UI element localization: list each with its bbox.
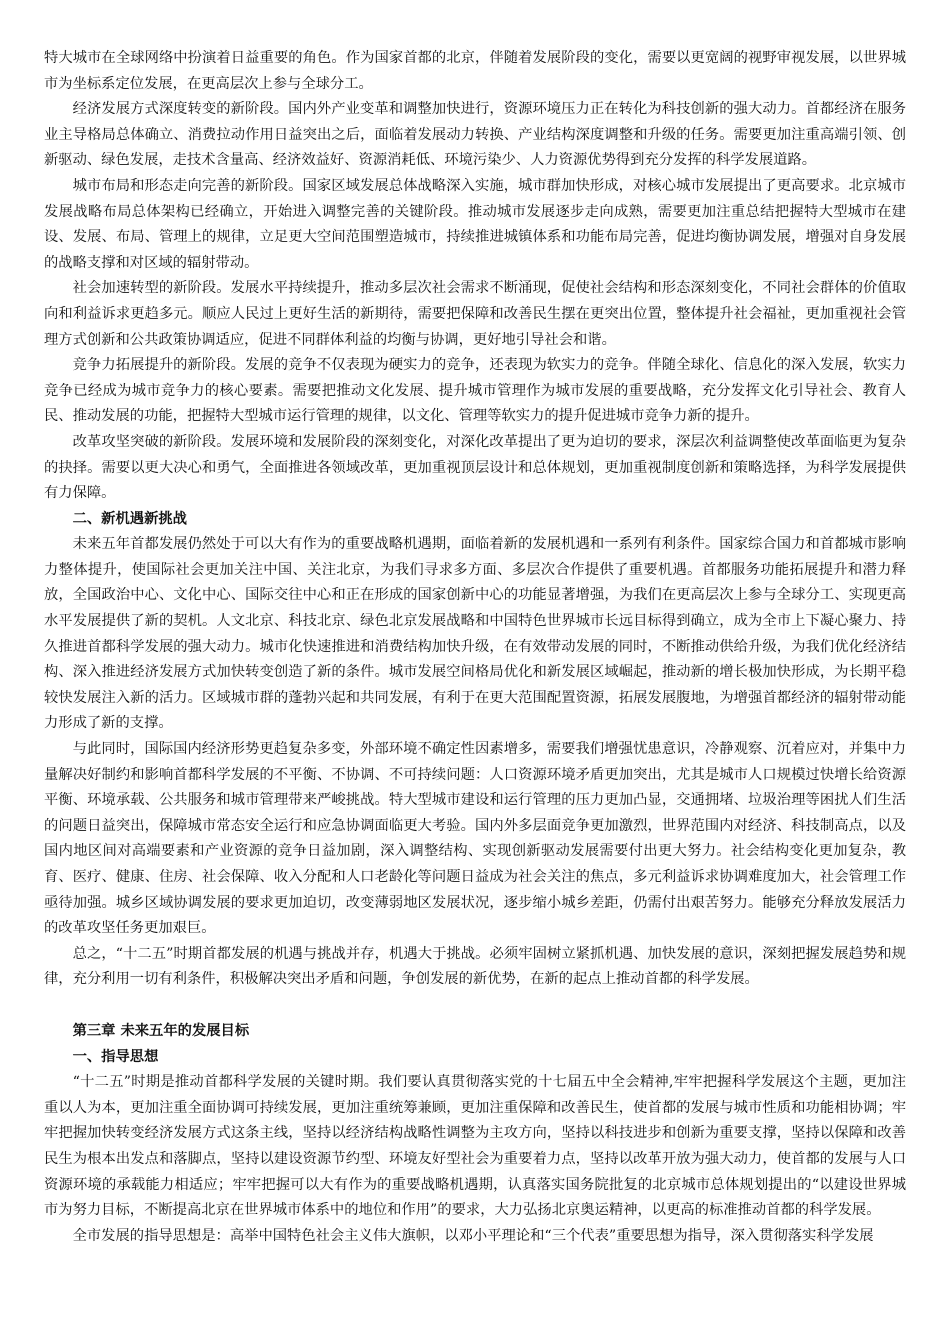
- document-page: [44, 46, 906, 1249]
- paragraph-challenges: 与此同时，国际国内经济形势更趋复杂多变，外部环境不确定性因素增多，需要我们增强忧患意识，冷静观察、沉着应对，并集中力量解决好制约和影响首都科学发展的不平衡、不协调、不可持续问题：人口资源环境矛盾更加突出，尤其是城市人口规模过快增长给资源平衡、环境承载、公共服务和城市管理带来严峻挑战。特大型城市建设和运行管理的压力更加凸显，交通拥堵、垃圾治理等困扰人们生活的问题日益突出，保障城市常态安全运行和应急协调面临更大考验。国内外多层面竞争更加激烈，世界范围内对经济、科技制高点，以及国内地区间对高端要素和产业资源的竞争日益加剧，深入调整结构、实现创新驱动发展需要付出更大努力。社会结构变化更加复杂，教育、医疗、健康、住房、社会保障、收入分配和人口老龄化等问题日益成为社会关注的焦点，多元利益诉求协调难度加大，社会管理工作亟待加强。城乡区域协调发展的要求更加迫切，改变薄弱地区发展状况，逐步缩小城乡差距，仍需付出艰苦努力。能够充分释放发展活力的改革攻坚任务更加艰巨。: [44, 741, 906, 937]
- paragraph-key-period: “十二五”时期是推动首都科学发展的关键时期。我们要认真贯彻落实党的十七届五中全会精神,牢牢把握科学发展这个主题，更加注重以人为本，更加注重全面协调可持续发展，更加注重统筹兼顾，更加注重保障和改善民生，使首都的发展与城市性质和功能相协调；牢牢把握加快转变经济发展方式这条主线，坚持以经济结构战略性调整为主攻方向，坚持以科技进步和创新为重要支撑，坚持以保障和改善民生为根本出发点和落脚点，坚持以建设资源节约型、环境友好型社会为重要着力点，坚持以改革开放为强大动力，使首都的发展与人口资源环境的承载能力相适应；牢牢把握可以大有作为的重要战略机遇期，认真落实国务院批复的北京城市总体规划提出的“以建设世界城市为努力目标，不断提高北京在世界城市体系中的地位和作用”的要求，大力弘扬北京奥运精神，以更高的标准推动首都的科学发展。: [44, 1074, 906, 1219]
- paragraph-summary: 总之，“十二五”时期首都发展的机遇与挑战并存，机遇大于挑战。必须牢固树立紧抓机遇、加快发展的意识，深刻把握发展趋势和规律，充分利用一切有利条件，积极解决突出矛盾和问题，争创发展的新优势，在新的起点上推动首都的科学发展。: [44, 945, 906, 988]
- paragraph-opportunities: 未来五年首都发展仍然处于可以大有作为的重要战略机遇期，面临着新的发展机遇和一系列有利条件。国家综合国力和首都城市影响力整体提升，使国际社会更加关注中国、关注北京，为我们寻求多方面、多层次合作提供了重要机遇。首都服务功能拓展提升和潜力释放，全国政治中心、文化中心、国际交往中心和正在形成的国家创新中心的功能显著增强，为我们在更高层次上参与全球分工、实现更高水平发展提供了新的契机。人文北京、科技北京、绿色北京发展战略和中国特色世界城市长远目标得到确立，成为全市上下凝心聚力、持久推进首都科学发展的强大动力。城市化快速推进和消费结构加快升级，在有效带动发展的同时，不断推动供给升级，为我们优化经济结构、深入推进经济发展方式加快转变创造了新的条件。城市发展空间格局优化和新发展区域崛起，推动新的增长极加快形成，为长期平稳较快发展注入新的活力。区域城市群的蓬勃兴起和共同发展，有利于在更大范围配置资源，拓展发展腹地，为增强首都经济的辐射带动能力形成了新的支撑。: [44, 536, 906, 732]
- paragraph-competitiveness: 竞争力拓展提升的新阶段。发展的竞争不仅表现为硬实力的竞争，还表现为软实力的竞争。伴随全球化、信息化的深入发展，软实力竞争已经成为城市竞争力的核心要素。需要把推动文化发展、提升城市管理作为城市发展的重要战略，充分发挥文化引导社会、教育人民、推动发展的功能，把握特大型城市运行管理的规律，以文化、管理等软实力的提升促进城市竞争力新的提升。: [44, 357, 906, 425]
- paragraph-urban-layout: 城市布局和形态走向完善的新阶段。国家区域发展总体战略深入实施，城市群加快形成，对核心城市发展提出了更高要求。北京城市发展战略布局总体架构已经确立，开始进入调整完善的关键阶段。推动城市发展逐步走向成熟，需要更加注重总结把握特大型城市在建设、发展、布局、管理上的规律，立足更大空间范围塑造城市，持续推进城镇体系和功能布局完善，促进均衡协调发展，增强对自身发展的战略支撑和对区域的辐射带动。: [44, 177, 906, 271]
- paragraph-economic-transformation: 经济发展方式深度转变的新阶段。国内外产业变革和调整加快进行，资源环境压力正在转化为科技创新的强大动力。首都经济在服务业主导格局总体确立、消费拉动作用日益突出之后，面临着发展动力转换、产业结构深度调整和升级的任务。需要更加注重高端引领、创新驱动、绿色发展，走技术含量高、经济效益好、资源消耗低、环境污染少、人力资源优势得到充分发挥的科学发展道路。: [44, 101, 906, 169]
- paragraph-world-city-role: 特大城市在全球网络中扮演着日益重要的角色。作为国家首都的北京，伴随着发展阶段的变化，需要以更宽阔的视野审视发展，以世界城市为坐标系定位发展，在更高层次上参与全球分工。: [44, 50, 906, 92]
- section-heading-opportunities-challenges: 二、新机遇新挑战: [72, 510, 187, 527]
- paragraph-social-transition: 社会加速转型的新阶段。发展水平持续提升，推动多层次社会需求不断涌现，促使社会结构和形态深刻变化，不同社会群体的价值取向和利益诉求更趋多元。顺应人民过上更好生活的新期待，需要把保障和改善民生摆在更突出位置，整体提升社会福祉，更加重视社会管理方式创新和公共政策协调适应，促进不同群体利益的均衡与协调，更好地引导社会和谐。: [44, 280, 906, 348]
- paragraph-reform: 改革攻坚突破的新阶段。发展环境和发展阶段的深刻变化，对深化改革提出了更为迫切的要求，深层次利益调整使改革面临更为复杂的抉择。需要以更大决心和勇气，全面推进各领域改革，更加重视顶层设计和总体规划，更加重视制度创新和策略选择，为科学发展提供有力保障。: [44, 433, 906, 502]
- section-heading-guiding-ideology: 一、指导思想: [72, 1048, 159, 1065]
- paragraph-guiding-ideology: 全市发展的指导思想是：高举中国特色社会主义伟大旗帜，以邓小平理论和“三个代表”重要思想为指导，深入贯彻落实科学发展: [72, 1227, 874, 1244]
- chapter-heading-development-goals: 第三章 未来五年的发展目标: [72, 1022, 250, 1039]
